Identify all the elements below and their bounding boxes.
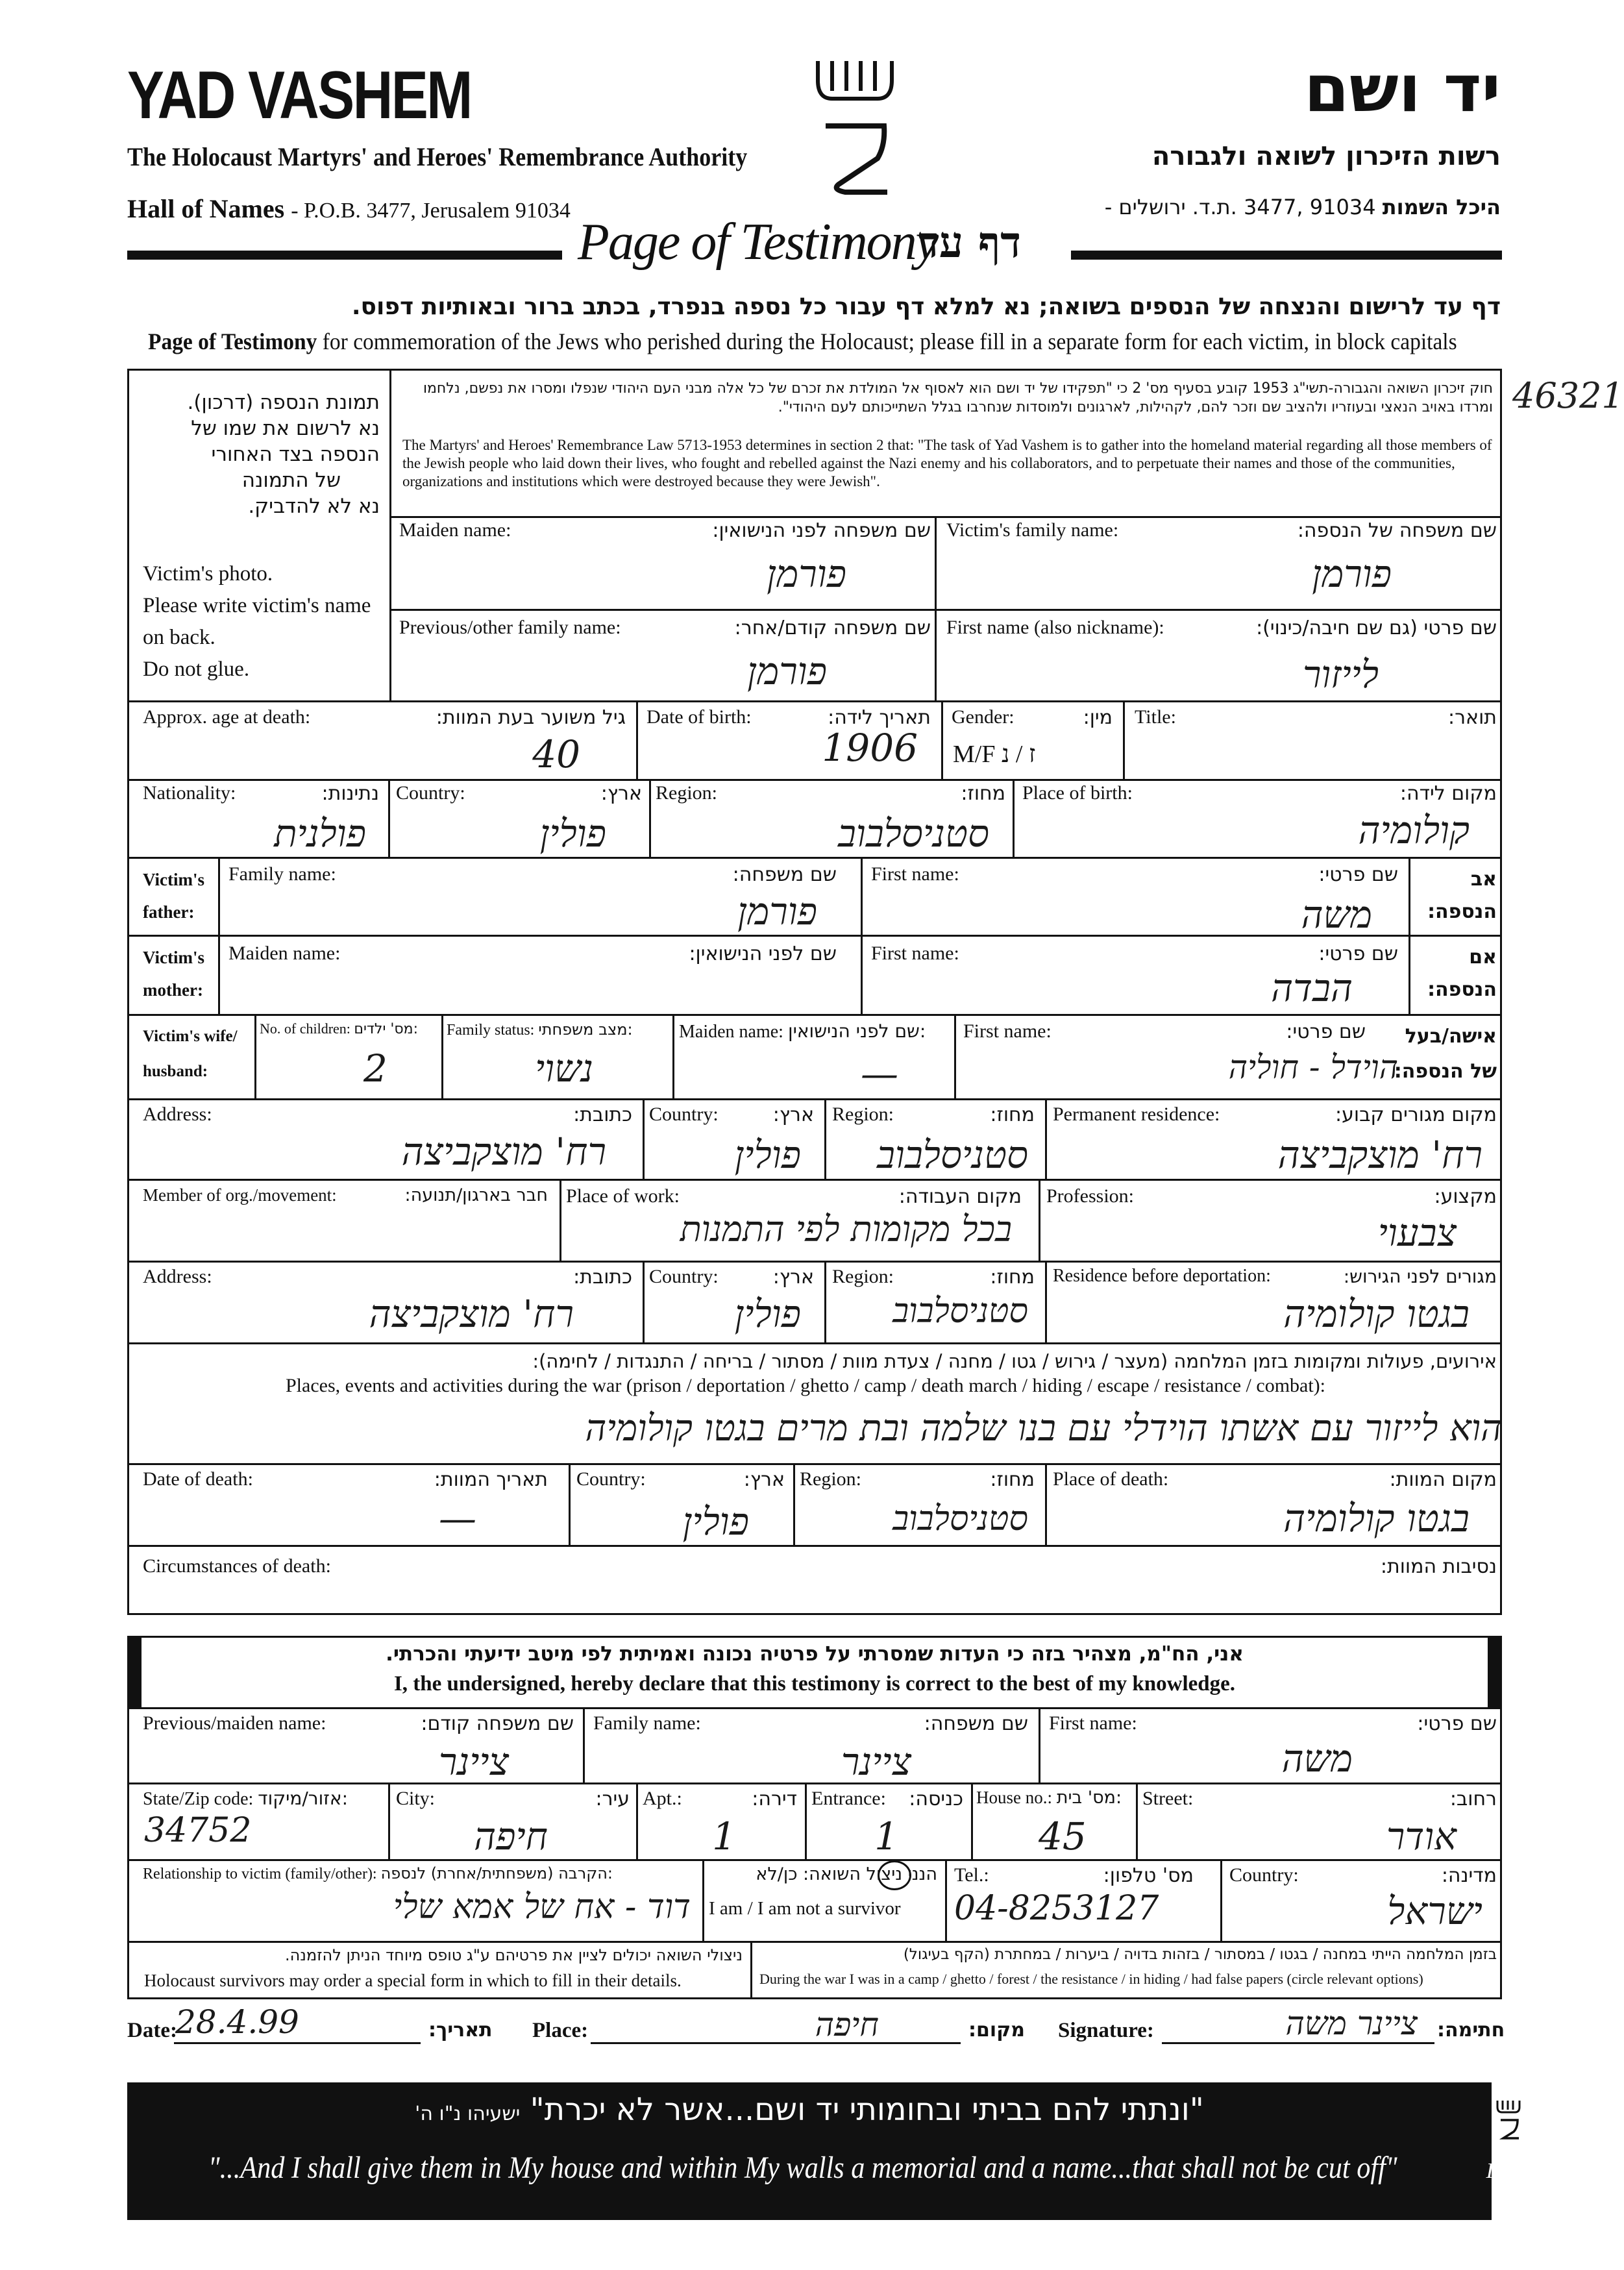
signature-label-he: חתימה: (1437, 2019, 1505, 2042)
address1-region-label-he: מחוז: (990, 1104, 1035, 1126)
war-options-he: בזמן המלחמה הייתי במחנה / בגטו / במסתור / בזהות בדויה / ביערות / במחתרת (הקף בעיגול) (903, 1946, 1497, 1963)
gender-label-he: מין: (1083, 706, 1113, 729)
witness-first-name-value[interactable]: משה (1281, 1736, 1353, 1781)
first-name-label: First name (also nickname): (946, 617, 1164, 638)
residence-before-value[interactable]: בגטו קולומיה (1283, 1292, 1470, 1336)
witness-street-label: Street: (1142, 1788, 1194, 1809)
instructions-en (148, 328, 1457, 355)
spouse-maiden-value[interactable]: — (861, 1052, 898, 1096)
footer-quote-he-text: "ונתתי להם בביתי ובחומותי יד ושם...אשר לא יכרת" (530, 2091, 1204, 2128)
witness-entrance-label-he: כניסה: (909, 1788, 963, 1810)
row-line (127, 700, 1502, 702)
witness-prev-name-label: Previous/maiden name: (143, 1712, 326, 1734)
witness-entrance-label: Entrance: (811, 1788, 886, 1809)
declaration-en: I, the undersigned, hereby declare that this testimony is correct to the best of my knowledge. (393, 1672, 1236, 1696)
place-value[interactable]: חיפה (815, 2006, 879, 2043)
witness-country-value[interactable]: ישראל (1387, 1889, 1483, 1933)
witness-tel-label-he: מס' טלפון: (1103, 1864, 1194, 1887)
witness-zip-label-en: State/Zip code: (143, 1789, 254, 1809)
col-divider (1123, 700, 1125, 779)
witness-relationship-label (143, 1864, 613, 1883)
dob-value[interactable]: 1906 (822, 726, 918, 770)
col-divider (636, 1783, 638, 1859)
mother-first-value[interactable]: הבדה (1271, 966, 1353, 1010)
father-label (143, 863, 204, 928)
witness-zip-label-he: אזור/מיקוד: (258, 1788, 349, 1809)
page-title-en: Page of Testimony (578, 214, 938, 271)
profession-label: Profession: (1046, 1185, 1134, 1207)
declaration-bar-right (1488, 1636, 1502, 1709)
father-label-he-line: הנספה: (1427, 900, 1497, 923)
residence-label-he: מקום מגורים קבוע: (1335, 1104, 1497, 1126)
hall-label-he: היכל השמות (1382, 195, 1501, 219)
row-line (127, 857, 1502, 859)
row-line (127, 1941, 1502, 1943)
signature-value[interactable]: ציינר משה (1285, 2005, 1418, 2042)
photo-he-line: נא לרשום את שמו של (191, 417, 380, 440)
col-divider (1013, 779, 1015, 857)
witness-family-name-label-he: שם משפחה: (924, 1712, 1028, 1735)
circumstances-label: Circumstances of death: (143, 1555, 331, 1577)
events-label-he: אירועים, פעולות ומקומות בזמן המלחמה (מעצר / גירוש / גטו / מחנה / צעדת מוות / מסתור / בריחה / התנגדות / לחימה): (532, 1350, 1497, 1372)
spouse-maiden-label-en: Maiden name: (679, 1022, 783, 1042)
col-divider (1220, 1859, 1222, 1941)
photo-he-line: של התמונה (241, 469, 341, 492)
col-divider (1045, 1261, 1047, 1342)
page-title-he: דף עד (918, 217, 1022, 267)
instructions-en-rest: for commemoration of the Jews who perished during the Holocaust; please fill in a separate form for each victim, in block capitals (317, 328, 1457, 354)
death-place-value[interactable]: בגטו קולומיה (1283, 1496, 1470, 1540)
gender-value[interactable]: M/F ז / נ (953, 741, 1036, 768)
row-line (127, 1014, 1502, 1016)
row-line (127, 1463, 1502, 1465)
signature-line (1162, 2042, 1434, 2044)
law-text-he: חוק זיכרון השואה והגבורה-תשי"ג 1953 קובע בסעיף מס' 2 כי "תפקידו של יד ושם הוא לאסוף אל המולדת את זכרם של כל אלה מבני העם היהודי שנפלו ומסרו את נפשם, נלחמו ומרדו באויב הנאצי ובעוזריו ולהציב שם וזכר להם, לקהילות, לארגונים ולמוסדות שנחרבו בגלל השתייכותם לעם היהודי". (423, 380, 1493, 415)
witness-prev-name-label-he: שם משפחה קודם: (421, 1712, 574, 1735)
father-family-value[interactable]: פורמן (737, 889, 817, 933)
col-divider (643, 1098, 645, 1179)
col-divider (941, 700, 943, 779)
witness-house-label-he: מס' בית: (1056, 1788, 1122, 1808)
date-value[interactable]: 28.4.99 (175, 2003, 299, 2041)
profession-value[interactable]: צבעוי (1377, 1211, 1457, 1255)
address2-region-value[interactable]: סטניסלבוב (892, 1292, 1028, 1331)
children-label-he: מס' ילדים: (354, 1021, 419, 1037)
death-date-label: Date of death: (143, 1468, 253, 1490)
birthplace-value[interactable]: קולומיה (1358, 808, 1470, 852)
address2-region-label-he: מחוז: (990, 1266, 1035, 1289)
witness-street-value[interactable]: אודר (1386, 1814, 1457, 1858)
witness-country-label-he: מדינה: (1441, 1864, 1497, 1887)
mother-label-he-line: אם (1469, 946, 1497, 968)
age-label: Approx. age at death: (143, 706, 311, 728)
address2-label: Address: (143, 1266, 212, 1287)
maiden-name-value[interactable]: פורמן (767, 552, 846, 596)
profession-label-he: מקצוע: (1434, 1185, 1497, 1208)
date-line (174, 2042, 421, 2044)
spouse-first-label-he: שם פרטי: (1286, 1020, 1366, 1043)
family-status-label-he: מצב משפחתי: (538, 1020, 633, 1039)
workplace-value[interactable]: בכל מקומות לפי התמנות (680, 1209, 1012, 1250)
nationality-label-he: נתינות: (321, 782, 379, 805)
header-rule-right (1071, 251, 1502, 260)
witness-house-value[interactable]: 45 (1039, 1814, 1087, 1858)
address1-region-value[interactable]: סטניסלבוב (877, 1133, 1028, 1177)
residence-before-label-he: מגורים לפני הגירוש: (1343, 1266, 1497, 1287)
witness-relationship-label-en: Relationship to victim (family/other): (143, 1866, 377, 1882)
pob-en: - P.O.B. 3477, Jerusalem 91034 (291, 199, 571, 223)
col-divider (824, 1098, 826, 1179)
photo-en-line: Do not glue. (143, 658, 250, 681)
special-form-he: ניצולי השואה יכולים לציין את פרטיהם ע"ג טופס מיוחד הניתן להזמנה. (285, 1946, 743, 1964)
father-label-line: father: (143, 902, 195, 922)
col-divider (805, 1783, 807, 1859)
law-text-en: The Martyrs' and Heroes' Remembrance Law 5713-1953 determines in section 2 that: "The task of Yad Vashem is to gather into the homeland material regarding all those members of the Jewish people who laid down their lives, who fought and rebelled against the Nazi enemy and his collaborators, and to perpetuate their names and those of the communities, organizations and institutions which were destroyed because they were Jewish". (402, 437, 1492, 489)
instructions-en-bold: Page of Testimony (148, 328, 317, 354)
row-line (127, 1545, 1502, 1547)
photo-he-line: נא לא להדביק. (248, 495, 380, 518)
survivor-checkbox[interactable] (878, 1860, 911, 1890)
title-label-he: תואר: (1448, 706, 1497, 729)
col-divider (388, 1783, 390, 1859)
date-label: Date: (127, 2019, 177, 2042)
region-value[interactable]: סטניסלבוב (838, 811, 989, 856)
address2-country-label: Country: (649, 1266, 719, 1287)
residence-value[interactable]: רח' מוצקביצה (1277, 1133, 1483, 1177)
family-status-label-en: Family status: (447, 1022, 535, 1039)
photo-en-line: on back. (143, 626, 215, 649)
col-divider (935, 516, 937, 700)
footer-quote-he (127, 2091, 1492, 2128)
photo-divider (389, 369, 391, 700)
footer-quote-en (127, 2150, 1593, 2186)
row-line (389, 516, 1502, 518)
witness-entrance-value[interactable]: 1 (874, 1814, 898, 1858)
col-divider (1039, 1707, 1040, 1783)
declaration-bar-left (127, 1636, 141, 1709)
prev-family-label-he: שם משפחה קודם/אחר: (734, 617, 931, 639)
photo-instructions-en (143, 558, 371, 685)
witness-house-label (976, 1788, 1122, 1808)
father-first-label: First name: (871, 863, 959, 885)
gender-label: Gender: (952, 706, 1015, 728)
address1-label-he: כתובת: (573, 1104, 632, 1126)
events-value[interactable]: הוא לייזור עם אשתו הוידלי עם בנו שלמה ובת מרים בגטו קולומיה (585, 1407, 1502, 1450)
col-divider (861, 857, 863, 1014)
workplace-label-he: מקום העבודה: (898, 1185, 1022, 1208)
country-label-he: ארץ: (600, 782, 642, 805)
witness-apt-label: Apt.: (643, 1788, 682, 1809)
witness-prev-name-value[interactable]: ציינר (438, 1740, 509, 1784)
col-divider (1409, 857, 1410, 1014)
witness-first-name-label: First name: (1049, 1712, 1137, 1734)
death-date-value[interactable]: — (439, 1496, 476, 1540)
death-place-label: Place of death: (1053, 1468, 1169, 1490)
death-place-label-he: מקום המוות: (1389, 1468, 1497, 1491)
instructions-he: דף עד לרישום והנצחה של הנספים בשואה; נא למלא דף עבור כל נספה בנפרד, בכתב ברור ובאותיות דפוס. (351, 293, 1501, 320)
title-label: Title: (1135, 706, 1176, 728)
family-name-label-he: שם משפחה של הנספה: (1297, 519, 1497, 542)
witness-family-name-label: Family name: (593, 1712, 701, 1734)
col-divider (750, 1941, 752, 1999)
stamp-number: 46321 (1512, 375, 1624, 416)
death-region-value[interactable]: סטניסלבוב (892, 1499, 1028, 1538)
col-divider (218, 857, 220, 1014)
mother-label-line: mother: (143, 980, 203, 1000)
first-name-value[interactable]: לייזור (1302, 652, 1379, 697)
mother-label (143, 941, 204, 1006)
children-label (260, 1020, 418, 1037)
region-label-he: מחוז: (961, 782, 1005, 805)
col-divider (643, 1261, 645, 1342)
father-family-label-he: שם משפחה: (732, 863, 837, 886)
father-label-line: Victim's (143, 870, 204, 889)
col-divider (441, 1014, 443, 1098)
father-family-label: Family name: (228, 863, 336, 885)
col-divider (954, 1014, 956, 1098)
family-name-label: Victim's family name: (946, 519, 1119, 541)
authority-he: רשות הזיכרון לשואה ולגבורה (1151, 142, 1501, 171)
death-country-label: Country: (576, 1468, 646, 1490)
address2-country-value[interactable]: פולין (734, 1292, 801, 1336)
witness-city-label-he: עיר: (595, 1788, 630, 1810)
org-label: Member of org./movement: (143, 1185, 337, 1205)
mother-first-label: First name: (871, 943, 959, 964)
witness-family-name-value[interactable]: ציינר (841, 1740, 911, 1784)
spouse-first-value[interactable]: הוידל - חוליה (1228, 1048, 1398, 1086)
address1-country-label: Country: (649, 1104, 719, 1125)
photo-en-line: Please write victim's name (143, 594, 371, 617)
family-status-label (447, 1020, 633, 1039)
witness-apt-label-he: דירה: (752, 1788, 797, 1810)
row-line (127, 1342, 1502, 1344)
hall-of-names-he (1105, 195, 1501, 219)
dob-label: Date of birth: (646, 706, 752, 728)
photo-instructions-he (130, 389, 380, 519)
col-divider (1045, 1098, 1047, 1179)
yad-vashem-logo-icon (813, 55, 897, 197)
date-label-he: תאריך: (428, 2019, 493, 2042)
photo-he-line: תמונת הנספה (דרכון). (187, 391, 380, 414)
org-label-he: חבר בארגון/תנועה: (404, 1185, 548, 1205)
witness-city-label: City: (396, 1788, 436, 1809)
survivor-label-en: I am / I am not a survivor (709, 1898, 901, 1919)
address2-value[interactable]: רח' מוצקביצה (369, 1292, 574, 1336)
col-divider (560, 1179, 561, 1261)
region-label: Region: (656, 782, 717, 804)
mother-maiden-label-he: שם לפני הנישואין: (689, 943, 837, 965)
address2-country-label-he: ארץ: (772, 1266, 814, 1289)
declaration-he: אני, הח"מ, מצהיר בזה כי העדות שמסרתי על פרטיה נכונה ואמיתית לפי מיטב ידיעתי והכרתי. (386, 1642, 1244, 1666)
col-divider (672, 1014, 674, 1098)
row-line (389, 609, 1502, 611)
photo-en-line: Victim's photo. (143, 562, 273, 586)
father-label-he-line: אב (1470, 868, 1497, 891)
col-divider (569, 1463, 571, 1545)
hall-label: Hall of Names (127, 194, 285, 223)
footer-quote-en-text: "...And I shall give them in My house and within My walls a memorial and a name...that shall not be cut off" (208, 2151, 1397, 2185)
org-name-en: YAD VASHEM (127, 58, 471, 133)
col-divider (388, 779, 390, 857)
row-line (127, 1783, 1502, 1784)
spouse-label-he-line: אישה/בעל (1405, 1025, 1497, 1048)
age-label-he: גיל משוער בעת המוות: (436, 706, 626, 729)
witness-relationship-label-he: הקרבה (משפחתית/אחרת) לנספה: (380, 1864, 613, 1882)
col-divider (649, 779, 651, 857)
row-line (127, 935, 1502, 937)
mother-maiden-label: Maiden name: (228, 943, 341, 964)
row-line (127, 1707, 1502, 1709)
mother-label-he (1427, 941, 1497, 1006)
col-divider (971, 1783, 973, 1859)
events-label-en: Places, events and activities during the war (prison / deportation / ghetto / camp / death march / hiding / escape / resistance / combat): (286, 1375, 1326, 1396)
nationality-label: Nationality: (143, 782, 236, 804)
hall-of-names-en (127, 193, 571, 224)
photo-he-line: הנספה בצד האחורי (211, 443, 380, 466)
spouse-label-line: husband: (143, 1063, 208, 1080)
mother-first-label-he: שם פרטי: (1318, 943, 1398, 965)
witness-country-label: Country: (1229, 1864, 1299, 1886)
header-rule-left (127, 251, 562, 260)
circumstances-label-he: נסיבות המוות: (1380, 1555, 1497, 1578)
country-value[interactable]: פולין (539, 811, 606, 856)
death-region-label-he: מחוז: (990, 1468, 1035, 1491)
footer-logo-icon (1495, 2098, 1521, 2141)
col-divider (254, 1014, 256, 1098)
spouse-first-label: First name: (963, 1020, 1052, 1042)
maiden-name-label-he: שם משפחה לפני הנישואין: (712, 519, 931, 542)
residence-label: Permanent residence: (1053, 1104, 1220, 1125)
nationality-value[interactable]: פולנית (274, 811, 366, 856)
witness-street-label-he: רחוב: (1449, 1788, 1497, 1810)
address1-country-label-he: ארץ: (772, 1104, 814, 1126)
spouse-label-he (1394, 1019, 1497, 1089)
mother-label-he-line: הנספה: (1427, 978, 1497, 1001)
address2-region-label: Region: (832, 1266, 894, 1287)
row-line (127, 779, 1502, 781)
authority-en: The Holocaust Martyrs' and Heroes' Remembrance Authority (127, 142, 748, 171)
death-region-label: Region: (800, 1468, 861, 1490)
witness-relationship-value[interactable]: דוד - אח של אמא שלי (393, 1888, 691, 1927)
dob-label-he: תאריך לידה: (828, 706, 931, 729)
mother-label-line: Victim's (143, 948, 204, 967)
spouse-maiden-label-he: שם לפני הנישואין: (787, 1020, 926, 1042)
birthplace-label: Place of birth: (1022, 782, 1133, 804)
address2-label-he: כתובת: (573, 1266, 632, 1289)
death-date-label-he: תאריך המוות: (434, 1468, 548, 1491)
special-form-en: Holocaust survivors may order a special form in which to fill in their details. (144, 1971, 682, 1990)
address1-value[interactable]: רח' מוצקביצה (401, 1129, 606, 1174)
col-divider (824, 1261, 826, 1342)
address1-region-label: Region: (832, 1104, 894, 1125)
footer-quote-he-ref: ישעיהו נ"ו ה' (415, 2103, 521, 2125)
row-line (127, 1859, 1502, 1861)
death-country-label-he: ארץ: (743, 1468, 785, 1491)
place-label: Place: (532, 2019, 589, 2042)
col-divider (1136, 1783, 1138, 1859)
org-name-he: יד ושם (1304, 51, 1501, 127)
pob-he: 91034 ,3477 .ת.ד. ירושלים - (1104, 195, 1376, 219)
witness-first-name-label-he: שם פרטי: (1417, 1712, 1497, 1735)
address1-country-value[interactable]: פולין (734, 1133, 801, 1177)
col-divider (945, 1859, 947, 1941)
col-divider (583, 1707, 585, 1783)
witness-city-value[interactable]: חיפה (474, 1814, 548, 1858)
birthplace-label-he: מקום לידה: (1399, 782, 1497, 805)
father-first-label-he: שם פרטי: (1318, 863, 1398, 886)
signature-label: Signature: (1058, 2019, 1154, 2042)
spouse-label (143, 1019, 238, 1089)
first-name-label-he: שם פרטי (גם שם חיבה/כינוי): (1256, 617, 1497, 639)
family-name-value[interactable]: פורמן (1312, 552, 1392, 596)
children-label-en: No. of children: (260, 1020, 351, 1037)
father-first-value[interactable]: משה (1301, 893, 1372, 937)
residence-before-label: Residence before deportation: (1053, 1266, 1271, 1286)
col-divider (1045, 1463, 1047, 1545)
spouse-maiden-label (679, 1020, 926, 1042)
witness-house-label-en: House no.: (976, 1788, 1052, 1807)
spouse-label-line: Victim's wife/ (143, 1028, 238, 1045)
place-label-he: מקום: (968, 2019, 1025, 2042)
country-label: Country: (396, 782, 465, 804)
witness-tel-label: Tel.: (954, 1864, 989, 1886)
death-country-value[interactable]: פולין (682, 1499, 749, 1544)
place-line (591, 2042, 961, 2044)
col-divider (636, 700, 638, 779)
address1-label: Address: (143, 1104, 212, 1125)
workplace-label: Place of work: (566, 1185, 680, 1207)
witness-tel-value[interactable]: 04-8253127 (954, 1889, 1159, 1928)
age-value[interactable]: 40 (532, 732, 580, 776)
witness-zip-value[interactable]: 34752 (144, 1811, 252, 1850)
maiden-name-label: Maiden name: (399, 519, 511, 541)
row-line (127, 1098, 1502, 1100)
row-line (127, 1261, 1502, 1263)
col-divider (1039, 1179, 1040, 1261)
row-line (127, 1179, 1502, 1181)
father-label-he (1427, 863, 1497, 928)
col-divider (793, 1463, 795, 1545)
col-divider (702, 1859, 704, 1941)
witness-zip-label (143, 1788, 348, 1810)
prev-family-value[interactable]: פורמן (747, 649, 827, 693)
witness-apt-value[interactable]: 1 (712, 1814, 736, 1858)
family-status-value[interactable]: נשוי (535, 1046, 593, 1091)
spouse-label-he-line: של הנספה: (1394, 1060, 1497, 1083)
survivor-label-he: הנני ניצול השואה: כן/לא (756, 1864, 937, 1884)
prev-family-label: Previous/other family name: (399, 617, 621, 638)
war-options-en: During the war I was in a camp / ghetto / forest / the resistance / in hiding / had false papers (circle relevant options) (759, 1971, 1423, 1987)
children-value[interactable]: 2 (363, 1046, 388, 1091)
footer-quote-en-ref: Isaiah, 56:5 (1486, 2159, 1593, 2183)
